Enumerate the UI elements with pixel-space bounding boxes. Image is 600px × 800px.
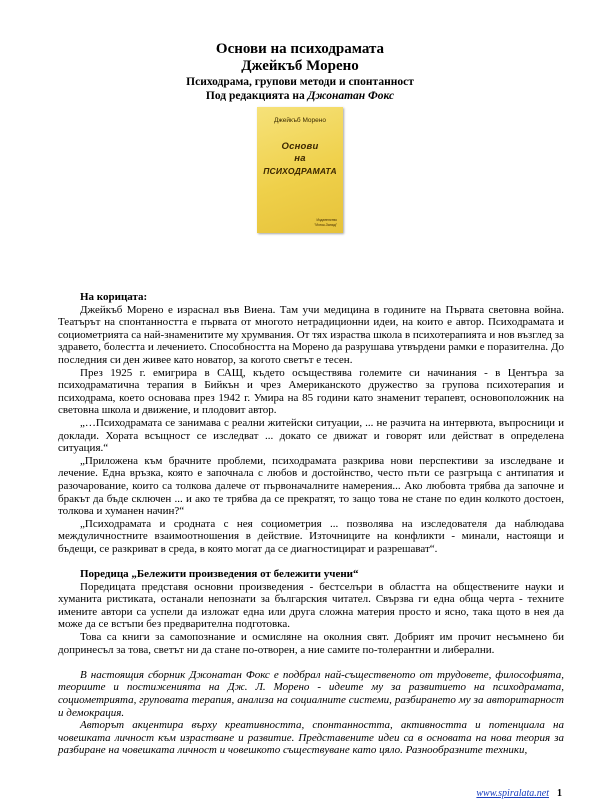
cover-publisher: [313, 218, 337, 227]
editor-name: Джонатан Фокс: [307, 90, 395, 102]
paragraph-6: Поредицата представя основни произведения - бестселъри в областта на обществените науки и хуманита ристиката, останали непознати за българския читател. Свързва ги една обща черта - техните имените автори са успели да изложат една или друга сложна материя просто и ясно, така щото в нея да може да се вcтъпи без предварителна подготовка.: [58, 580, 564, 631]
book-subtitle: Психодрама, групови методи и спонтанност: [186, 76, 414, 88]
book-editor: [0, 89, 600, 103]
editor-prefix: Под редакцията на: [205, 90, 308, 102]
page-footer: [476, 788, 562, 799]
cover-publisher-line2: "Изток-Запад": [314, 222, 337, 227]
cover-publisher-line1: Издателство: [316, 218, 337, 222]
book-title: Основи на психодрамата: [215, 41, 385, 57]
heading-series: Поредица „Бележити произведения от бележити учени“: [80, 568, 359, 581]
footer-link[interactable]: www.spiralata.net: [476, 788, 549, 799]
heading-cover: На корицата:: [80, 291, 148, 303]
paragraph-2: През 1925 г. емигрира в САЩ, където осъществява големите си начинания - в Центъра за психодраматична терапия в Бийкън и чрез Американското дружество за групова психотерапия и психодрама, което основава през 1942 г. Умира на 85 години като знаменит терапевт, основоположник на световна школа и движение, и плодовит автор.: [58, 366, 564, 417]
cover-title-line1: Основи: [281, 141, 319, 152]
paragraph-9: Авторът акцентира върху креативността, спонтанността, активността и потенциала на човешката личност към израстване и развитие. Представените идеи са в основата на нова теория за разбиране на човешката личност и човешкото съществуване като цяло. Разнообразните техники,: [58, 719, 564, 757]
paragraph-5: „Психодрамата и сродната с нея социометрия ... позволява на изследователя да наблюдава междуличностните взаимоотношения в действие. Източниците на конфликти - минали, настоящи и бъдещи, се разкриват в среда, в която могат да се диагностицират и разрешават“.: [58, 517, 564, 555]
page-number: 1: [557, 788, 562, 799]
cover-title: [257, 141, 343, 177]
paragraph-3: „…Психодрамата се занимава с реални житейски ситуации, ... не разчита на интервюта, въпросници и доклади. Хората всъщност се изследват ... докато се движат и говорят или действат в определена ситуация.“: [58, 416, 564, 455]
cover-title-line2: на: [294, 153, 306, 164]
paragraph-1: Джейкъб Морено е израснал във Виена. Там учи медицина в годините на Първата световна война. Театърът на спонтанността е първата от многото нетрадиционни идеи, на които е автор. Психодрамата и социометрията са най-знаменитите му хрумвания. От тях израства школа в психотерапията и нов възглед за здравето, болестта и лечението. Способността на Морено да разрушава утвърдени рамки е поразителна. До последния си ден живее като новатор, за когото светът е тесен.: [58, 303, 564, 366]
book-author: Джейкъб Морено: [241, 58, 359, 74]
cover-title-line3: ПСИХОДРАМАТА: [263, 166, 337, 176]
document-body: [58, 291, 564, 757]
paragraph-7: Това са книги за самопознание и осмисляне на околния свят. Добрият им прочит несъмнено би допринесъл за това, светът ни да стане по-отворен, а ние самите по-толерантни и либерални.: [58, 631, 564, 656]
book-cover-image: [257, 107, 343, 233]
paragraph-4: „Приложена към брачните проблеми, психодрамата разкрива нови перспективи за изследване и лечение. Една връзка, която е започнала с любов и достойнство, често пъти се разгръща с антипатия и разочарование, които са толкова далече от първоначалните намерения... Ако любовта трябва да започне и бракът да бъде сключен ... и ако те трябва да се прекратят, то защо това не стане по един колкото достоен, толкова и хуманен начин?“: [58, 454, 564, 518]
paragraph-8: В настоящия сборник Джонатан Фокс е подбрал най-същественото от трудовете, философията, теориите и постиженията на Дж. Л. Морено - идеите му за развитието на психодрамата, социометрията, груповата терапия, анализа на социалните системи, разбирането му за авторитарност и демокрация.: [58, 668, 564, 719]
cover-author: Джейкъб Морено: [274, 117, 326, 124]
